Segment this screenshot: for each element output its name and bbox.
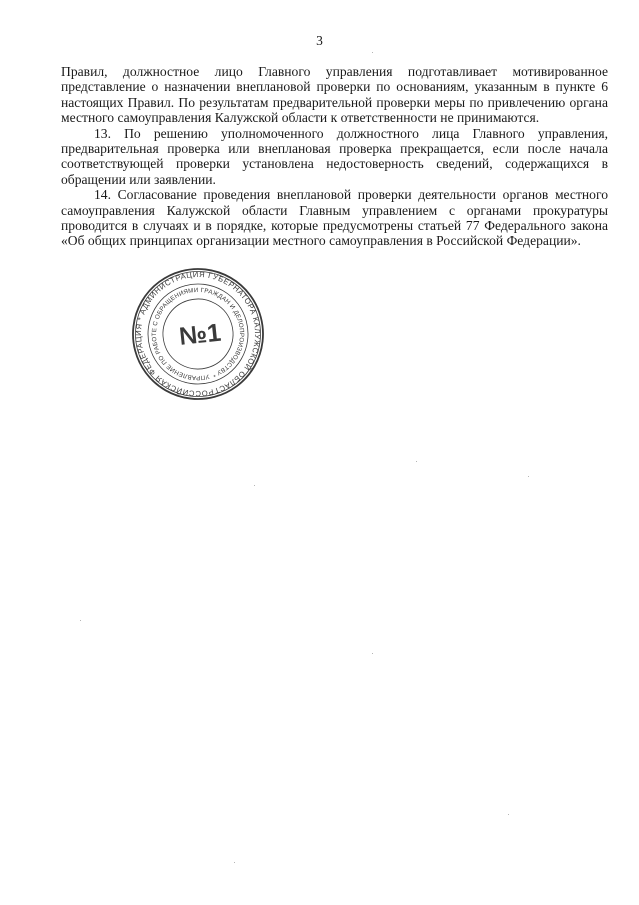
- scan-speck: [372, 52, 373, 53]
- seal-inner-text: УПРАВЛЕНИЕ ПО РАБОТЕ С ОБРАЩЕНИЯМИ ГРАЖДАН И ДЕЛОПРОИЗВОДСТВУ *: [150, 286, 246, 382]
- scan-speck: [508, 814, 509, 815]
- scan-speck: [80, 620, 81, 621]
- scan-speck: [254, 485, 255, 486]
- paragraph-14: 14. Согласование проведения внеплановой проверки деятельности органов местного самоуправления Калужской области Главным управлением с органами прокуратуры проводится в случаях и в порядке, которые предусмотрены статьей 77 Федерального закона «Об общих принципах организации местного самоуправления в Российской Федерации».: [61, 187, 608, 249]
- scan-speck: [528, 476, 529, 477]
- paragraph-continuation: Правил, должностное лицо Главного управления подготавливает мотивированное представление о назначении внеплановой проверки по основаниям, указанным в пункте 6 настоящих Правил. По результатам предварительной проверки меры по привлечению органа местного самоуправления Калужской области к ответственности не принимаются.: [61, 64, 608, 126]
- official-seal-stamp: [131, 267, 265, 401]
- document-body: [61, 64, 608, 249]
- scan-speck: [234, 862, 235, 863]
- scan-speck: [372, 653, 373, 654]
- scan-speck: [416, 461, 417, 462]
- seal-center-number: №1: [177, 318, 223, 351]
- seal-graphic: [131, 267, 265, 401]
- paragraph-13: 13. По решению уполномоченного должностного лица Главного управления, предварительная проверка или внеплановая проверка прекращается, если после начала соответствующей проверки установлена недостоверность сведений, содержащихся в обращении или заявлении.: [61, 125, 608, 187]
- page-number: 3: [316, 33, 323, 48]
- seal-outer-text: РОССИЙСКАЯ ФЕДЕРАЦИЯ * АДМИНИСТРАЦИЯ ГУБЕРНАТОРА КАЛУЖСКОЙ ОБЛАСТИ: [133, 269, 263, 399]
